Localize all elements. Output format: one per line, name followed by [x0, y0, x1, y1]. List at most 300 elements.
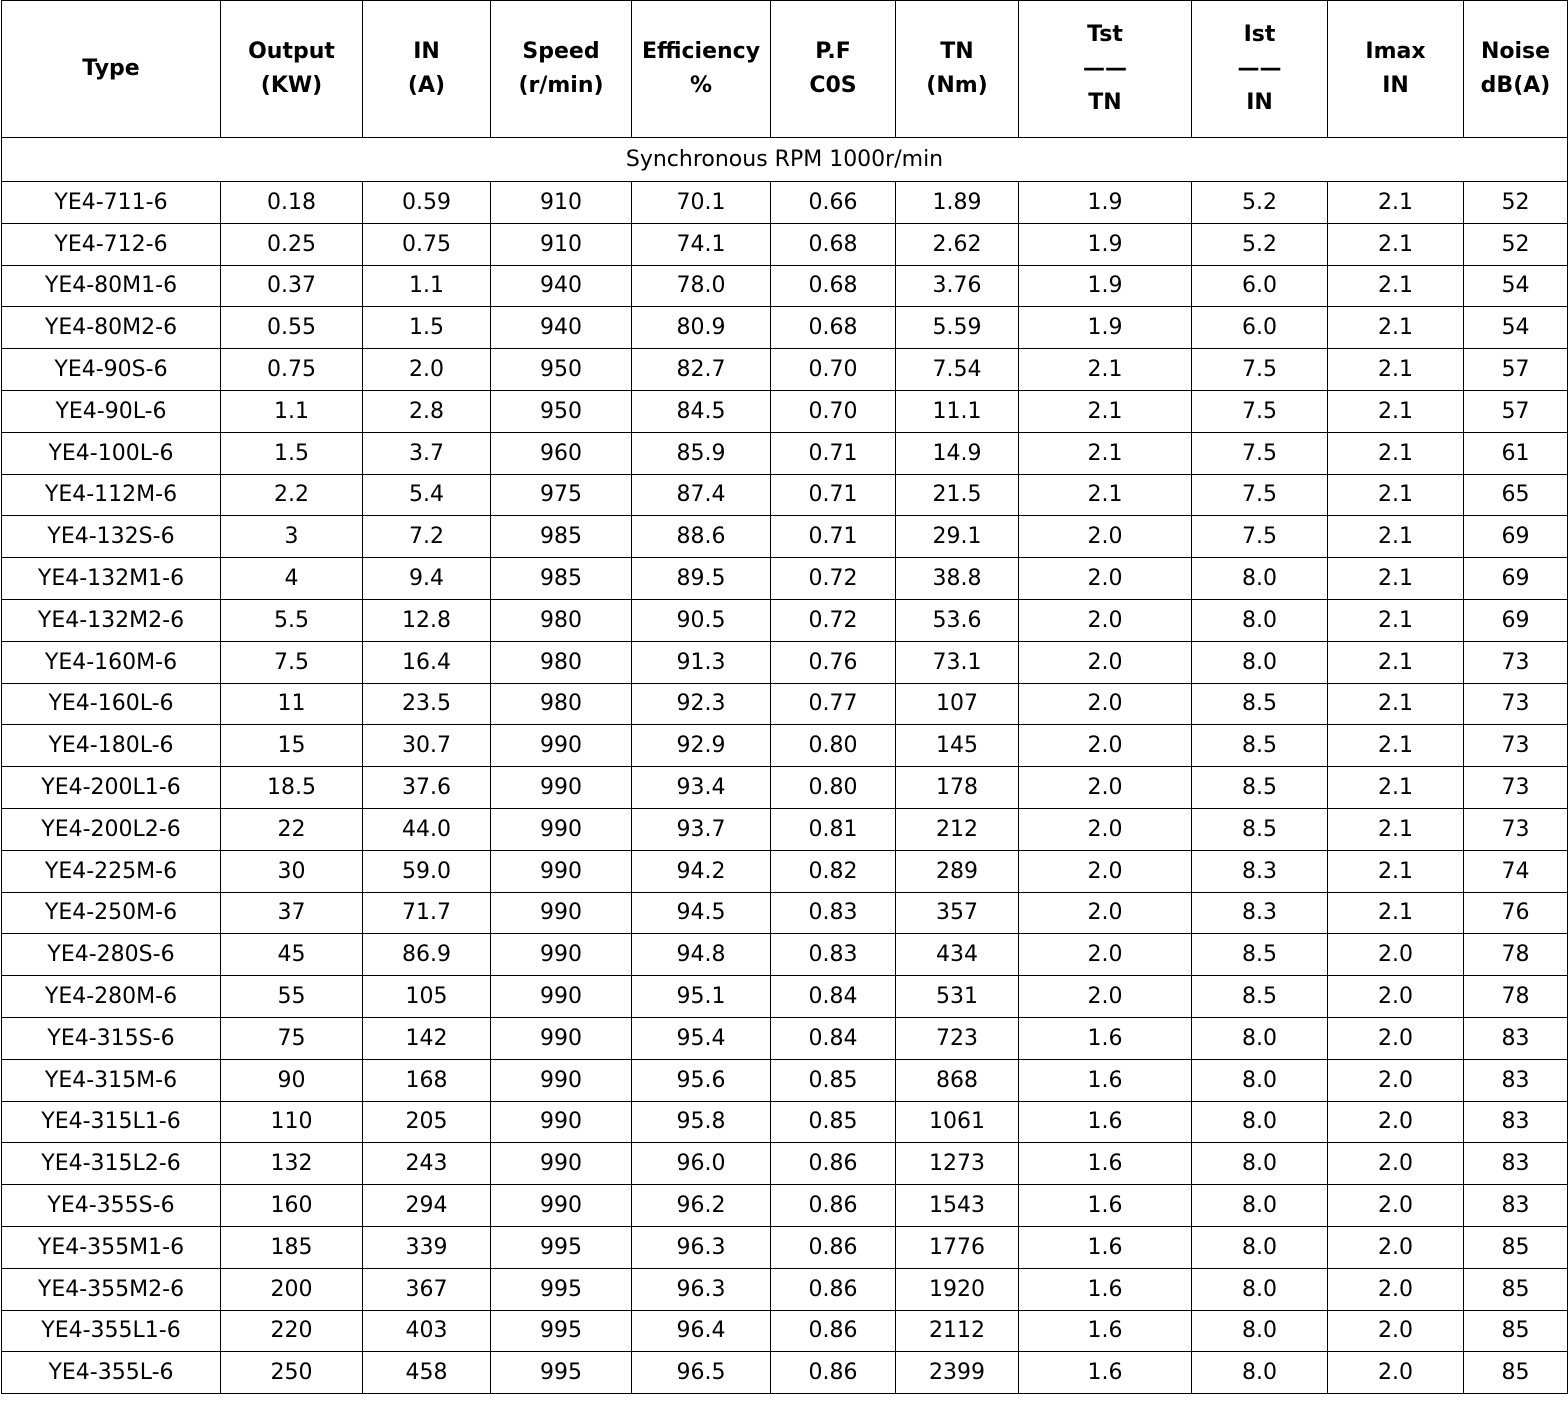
cell-tst-tn: 2.0 [1019, 767, 1192, 809]
cell-ist-in: 8.0 [1192, 1101, 1328, 1143]
cell-noise: 85 [1464, 1268, 1568, 1310]
cell-noise: 57 [1464, 349, 1568, 391]
cell-in: 0.59 [363, 182, 491, 224]
cell-tn: 2399 [896, 1352, 1019, 1394]
table-row [2, 1310, 1568, 1352]
cell-imax-in: 2.0 [1328, 976, 1464, 1018]
cell-imax-in: 2.1 [1328, 432, 1464, 474]
cell-tn: 1776 [896, 1226, 1019, 1268]
cell-pf: 0.86 [771, 1143, 896, 1185]
cell-in: 12.8 [363, 599, 491, 641]
cell-type: YE4-250M-6 [2, 892, 221, 934]
cell-in: 294 [363, 1185, 491, 1227]
cell-ist-in: 7.5 [1192, 349, 1328, 391]
cell-speed: 910 [491, 223, 632, 265]
header-type: Type [2, 1, 221, 138]
cell-pf: 0.71 [771, 432, 896, 474]
cell-tn: 1920 [896, 1268, 1019, 1310]
cell-tst-tn: 2.1 [1019, 432, 1192, 474]
cell-ist-in: 8.0 [1192, 1310, 1328, 1352]
cell-output: 15 [221, 725, 363, 767]
cell-noise: 52 [1464, 223, 1568, 265]
cell-speed: 985 [491, 516, 632, 558]
cell-imax-in: 2.0 [1328, 1310, 1464, 1352]
cell-type: YE4-200L2-6 [2, 808, 221, 850]
cell-ist-in: 6.0 [1192, 265, 1328, 307]
cell-tst-tn: 2.0 [1019, 976, 1192, 1018]
cell-efficiency: 84.5 [632, 390, 771, 432]
cell-efficiency: 89.5 [632, 558, 771, 600]
header-noise: Noise dB(A) [1464, 1, 1568, 138]
cell-type: YE4-355S-6 [2, 1185, 221, 1227]
cell-tn: 3.76 [896, 265, 1019, 307]
cell-tst-tn: 1.6 [1019, 1268, 1192, 1310]
cell-pf: 0.72 [771, 599, 896, 641]
cell-ist-in: 8.0 [1192, 1143, 1328, 1185]
cell-noise: 54 [1464, 265, 1568, 307]
table-row [2, 390, 1568, 432]
cell-tn: 7.54 [896, 349, 1019, 391]
cell-type: YE4-355L-6 [2, 1352, 221, 1394]
cell-in: 3.7 [363, 432, 491, 474]
cell-imax-in: 2.0 [1328, 1017, 1464, 1059]
cell-tst-tn: 2.0 [1019, 725, 1192, 767]
cell-tst-tn: 1.6 [1019, 1226, 1192, 1268]
cell-tst-tn: 1.9 [1019, 265, 1192, 307]
cell-speed: 990 [491, 725, 632, 767]
cell-ist-in: 7.5 [1192, 432, 1328, 474]
cell-type: YE4-90L-6 [2, 390, 221, 432]
cell-efficiency: 91.3 [632, 641, 771, 683]
cell-pf: 0.80 [771, 767, 896, 809]
cell-efficiency: 96.3 [632, 1268, 771, 1310]
cell-speed: 995 [491, 1352, 632, 1394]
cell-noise: 85 [1464, 1352, 1568, 1394]
cell-imax-in: 2.1 [1328, 641, 1464, 683]
cell-imax-in: 2.0 [1328, 1352, 1464, 1394]
cell-output: 18.5 [221, 767, 363, 809]
cell-imax-in: 2.1 [1328, 516, 1464, 558]
cell-type: YE4-225M-6 [2, 850, 221, 892]
cell-tst-tn: 1.6 [1019, 1101, 1192, 1143]
cell-imax-in: 2.1 [1328, 767, 1464, 809]
cell-noise: 78 [1464, 934, 1568, 976]
cell-in: 86.9 [363, 934, 491, 976]
cell-efficiency: 88.6 [632, 516, 771, 558]
cell-output: 22 [221, 808, 363, 850]
cell-pf: 0.68 [771, 223, 896, 265]
cell-in: 339 [363, 1226, 491, 1268]
cell-tn: 29.1 [896, 516, 1019, 558]
cell-speed: 990 [491, 850, 632, 892]
cell-ist-in: 8.5 [1192, 808, 1328, 850]
cell-ist-in: 5.2 [1192, 182, 1328, 224]
cell-speed: 950 [491, 349, 632, 391]
cell-type: YE4-711-6 [2, 182, 221, 224]
cell-in: 9.4 [363, 558, 491, 600]
cell-speed: 960 [491, 432, 632, 474]
cell-type: YE4-712-6 [2, 223, 221, 265]
cell-in: 16.4 [363, 641, 491, 683]
cell-in: 2.8 [363, 390, 491, 432]
cell-efficiency: 82.7 [632, 349, 771, 391]
cell-tn: 2112 [896, 1310, 1019, 1352]
cell-efficiency: 95.6 [632, 1059, 771, 1101]
cell-tst-tn: 2.0 [1019, 683, 1192, 725]
cell-noise: 83 [1464, 1185, 1568, 1227]
cell-speed: 910 [491, 182, 632, 224]
cell-ist-in: 8.3 [1192, 892, 1328, 934]
cell-tn: 2.62 [896, 223, 1019, 265]
cell-output: 7.5 [221, 641, 363, 683]
cell-pf: 0.86 [771, 1185, 896, 1227]
table-row [2, 892, 1568, 934]
cell-pf: 0.86 [771, 1226, 896, 1268]
cell-ist-in: 8.0 [1192, 1352, 1328, 1394]
cell-noise: 74 [1464, 850, 1568, 892]
cell-in: 37.6 [363, 767, 491, 809]
cell-efficiency: 96.0 [632, 1143, 771, 1185]
cell-efficiency: 70.1 [632, 182, 771, 224]
cell-pf: 0.86 [771, 1310, 896, 1352]
table-row [2, 1017, 1568, 1059]
header-ist-in: Ist —— IN [1192, 1, 1328, 138]
cell-pf: 0.76 [771, 641, 896, 683]
cell-ist-in: 8.0 [1192, 1185, 1328, 1227]
cell-pf: 0.86 [771, 1268, 896, 1310]
cell-noise: 52 [1464, 182, 1568, 224]
cell-imax-in: 2.1 [1328, 390, 1464, 432]
cell-type: YE4-180L-6 [2, 725, 221, 767]
cell-type: YE4-80M2-6 [2, 307, 221, 349]
cell-in: 458 [363, 1352, 491, 1394]
cell-tn: 723 [896, 1017, 1019, 1059]
cell-imax-in: 2.0 [1328, 1143, 1464, 1185]
cell-pf: 0.66 [771, 182, 896, 224]
cell-output: 5.5 [221, 599, 363, 641]
cell-in: 44.0 [363, 808, 491, 850]
cell-imax-in: 2.1 [1328, 599, 1464, 641]
cell-tn: 73.1 [896, 641, 1019, 683]
cell-type: YE4-90S-6 [2, 349, 221, 391]
cell-output: 55 [221, 976, 363, 1018]
cell-in: 142 [363, 1017, 491, 1059]
cell-tst-tn: 1.9 [1019, 182, 1192, 224]
cell-output: 90 [221, 1059, 363, 1101]
table-row [2, 1059, 1568, 1101]
cell-speed: 990 [491, 767, 632, 809]
cell-imax-in: 2.1 [1328, 892, 1464, 934]
section-row [2, 138, 1568, 182]
cell-imax-in: 2.1 [1328, 808, 1464, 850]
cell-noise: 76 [1464, 892, 1568, 934]
cell-type: YE4-100L-6 [2, 432, 221, 474]
cell-pf: 0.83 [771, 934, 896, 976]
cell-output: 11 [221, 683, 363, 725]
cell-in: 403 [363, 1310, 491, 1352]
table-row [2, 349, 1568, 391]
table-row [2, 1143, 1568, 1185]
cell-in: 7.2 [363, 516, 491, 558]
table-row [2, 599, 1568, 641]
cell-in: 59.0 [363, 850, 491, 892]
cell-tst-tn: 2.1 [1019, 349, 1192, 391]
header-tst-tn: Tst —— TN [1019, 1, 1192, 138]
cell-speed: 995 [491, 1268, 632, 1310]
cell-output: 0.18 [221, 182, 363, 224]
cell-pf: 0.68 [771, 307, 896, 349]
cell-noise: 73 [1464, 767, 1568, 809]
cell-ist-in: 8.5 [1192, 683, 1328, 725]
cell-output: 0.55 [221, 307, 363, 349]
cell-in: 367 [363, 1268, 491, 1310]
header-tn: TN (Nm) [896, 1, 1019, 138]
cell-tst-tn: 1.9 [1019, 223, 1192, 265]
cell-speed: 940 [491, 265, 632, 307]
table-row [2, 265, 1568, 307]
table-row [2, 641, 1568, 683]
cell-output: 185 [221, 1226, 363, 1268]
cell-ist-in: 8.0 [1192, 1268, 1328, 1310]
cell-imax-in: 2.1 [1328, 474, 1464, 516]
cell-ist-in: 8.0 [1192, 1226, 1328, 1268]
cell-type: YE4-132M1-6 [2, 558, 221, 600]
cell-tst-tn: 1.6 [1019, 1017, 1192, 1059]
cell-tst-tn: 2.0 [1019, 558, 1192, 600]
cell-type: YE4-280M-6 [2, 976, 221, 1018]
cell-imax-in: 2.0 [1328, 1185, 1464, 1227]
cell-noise: 73 [1464, 808, 1568, 850]
cell-tst-tn: 2.0 [1019, 641, 1192, 683]
cell-pf: 0.82 [771, 850, 896, 892]
cell-efficiency: 96.4 [632, 1310, 771, 1352]
cell-output: 220 [221, 1310, 363, 1352]
cell-pf: 0.83 [771, 892, 896, 934]
cell-tst-tn: 1.6 [1019, 1310, 1192, 1352]
cell-type: YE4-80M1-6 [2, 265, 221, 307]
cell-tn: 212 [896, 808, 1019, 850]
cell-type: YE4-315S-6 [2, 1017, 221, 1059]
cell-efficiency: 95.4 [632, 1017, 771, 1059]
table-row [2, 1185, 1568, 1227]
table-row [2, 683, 1568, 725]
cell-noise: 61 [1464, 432, 1568, 474]
cell-ist-in: 8.5 [1192, 934, 1328, 976]
cell-noise: 85 [1464, 1226, 1568, 1268]
cell-speed: 980 [491, 599, 632, 641]
cell-imax-in: 2.1 [1328, 683, 1464, 725]
cell-in: 243 [363, 1143, 491, 1185]
cell-tn: 1061 [896, 1101, 1019, 1143]
cell-pf: 0.72 [771, 558, 896, 600]
cell-noise: 65 [1464, 474, 1568, 516]
cell-noise: 83 [1464, 1017, 1568, 1059]
cell-pf: 0.86 [771, 1352, 896, 1394]
cell-imax-in: 2.1 [1328, 223, 1464, 265]
table-row [2, 725, 1568, 767]
cell-in: 23.5 [363, 683, 491, 725]
cell-speed: 980 [491, 641, 632, 683]
cell-tst-tn: 2.0 [1019, 808, 1192, 850]
cell-imax-in: 2.0 [1328, 1226, 1464, 1268]
cell-noise: 69 [1464, 599, 1568, 641]
cell-imax-in: 2.1 [1328, 558, 1464, 600]
cell-tn: 357 [896, 892, 1019, 934]
cell-speed: 975 [491, 474, 632, 516]
table-row [2, 767, 1568, 809]
cell-tst-tn: 1.6 [1019, 1143, 1192, 1185]
cell-pf: 0.71 [771, 474, 896, 516]
cell-type: YE4-315L1-6 [2, 1101, 221, 1143]
cell-pf: 0.85 [771, 1059, 896, 1101]
cell-efficiency: 93.4 [632, 767, 771, 809]
cell-type: YE4-355M2-6 [2, 1268, 221, 1310]
cell-type: YE4-160M-6 [2, 641, 221, 683]
cell-imax-in: 2.1 [1328, 265, 1464, 307]
cell-speed: 990 [491, 934, 632, 976]
cell-efficiency: 85.9 [632, 432, 771, 474]
cell-tn: 1273 [896, 1143, 1019, 1185]
cell-pf: 0.85 [771, 1101, 896, 1143]
cell-tst-tn: 1.6 [1019, 1059, 1192, 1101]
cell-noise: 73 [1464, 641, 1568, 683]
cell-noise: 69 [1464, 516, 1568, 558]
cell-ist-in: 8.0 [1192, 599, 1328, 641]
cell-output: 3 [221, 516, 363, 558]
cell-output: 132 [221, 1143, 363, 1185]
cell-tst-tn: 1.6 [1019, 1352, 1192, 1394]
cell-tn: 11.1 [896, 390, 1019, 432]
cell-speed: 990 [491, 892, 632, 934]
cell-tst-tn: 2.0 [1019, 850, 1192, 892]
cell-noise: 69 [1464, 558, 1568, 600]
cell-ist-in: 5.2 [1192, 223, 1328, 265]
cell-type: YE4-112M-6 [2, 474, 221, 516]
cell-ist-in: 7.5 [1192, 516, 1328, 558]
table-row [2, 432, 1568, 474]
cell-in: 5.4 [363, 474, 491, 516]
cell-tn: 14.9 [896, 432, 1019, 474]
cell-in: 71.7 [363, 892, 491, 934]
cell-efficiency: 94.5 [632, 892, 771, 934]
cell-tn: 21.5 [896, 474, 1019, 516]
cell-output: 250 [221, 1352, 363, 1394]
cell-ist-in: 8.5 [1192, 725, 1328, 767]
table-row [2, 474, 1568, 516]
cell-output: 0.25 [221, 223, 363, 265]
motor-spec-table [1, 0, 1568, 1394]
cell-ist-in: 8.3 [1192, 850, 1328, 892]
cell-speed: 990 [491, 808, 632, 850]
cell-tn: 53.6 [896, 599, 1019, 641]
cell-tn: 178 [896, 767, 1019, 809]
cell-imax-in: 2.0 [1328, 1059, 1464, 1101]
table-row [2, 808, 1568, 850]
cell-speed: 985 [491, 558, 632, 600]
cell-efficiency: 92.9 [632, 725, 771, 767]
cell-efficiency: 96.3 [632, 1226, 771, 1268]
table-row [2, 1352, 1568, 1394]
table-row [2, 558, 1568, 600]
header-imax-in: Imax IN [1328, 1, 1464, 138]
cell-noise: 83 [1464, 1101, 1568, 1143]
cell-output: 160 [221, 1185, 363, 1227]
table-row [2, 516, 1568, 558]
cell-tn: 868 [896, 1059, 1019, 1101]
cell-type: YE4-355M1-6 [2, 1226, 221, 1268]
cell-pf: 0.71 [771, 516, 896, 558]
table-row [2, 223, 1568, 265]
cell-in: 105 [363, 976, 491, 1018]
cell-imax-in: 2.0 [1328, 934, 1464, 976]
cell-speed: 940 [491, 307, 632, 349]
cell-noise: 73 [1464, 683, 1568, 725]
header-speed: Speed (r/min) [491, 1, 632, 138]
cell-efficiency: 95.8 [632, 1101, 771, 1143]
cell-ist-in: 8.5 [1192, 976, 1328, 1018]
cell-speed: 990 [491, 1017, 632, 1059]
cell-imax-in: 2.0 [1328, 1268, 1464, 1310]
cell-efficiency: 74.1 [632, 223, 771, 265]
cell-tst-tn: 2.0 [1019, 892, 1192, 934]
cell-imax-in: 2.0 [1328, 1101, 1464, 1143]
cell-noise: 54 [1464, 307, 1568, 349]
cell-imax-in: 2.1 [1328, 850, 1464, 892]
cell-output: 30 [221, 850, 363, 892]
cell-output: 110 [221, 1101, 363, 1143]
cell-in: 30.7 [363, 725, 491, 767]
cell-output: 0.75 [221, 349, 363, 391]
cell-pf: 0.77 [771, 683, 896, 725]
cell-noise: 57 [1464, 390, 1568, 432]
cell-in: 205 [363, 1101, 491, 1143]
section-title: Synchronous RPM 1000r/min [2, 138, 1568, 182]
cell-in: 168 [363, 1059, 491, 1101]
cell-type: YE4-160L-6 [2, 683, 221, 725]
cell-tst-tn: 1.6 [1019, 1185, 1192, 1227]
cell-tn: 434 [896, 934, 1019, 976]
cell-type: YE4-200L1-6 [2, 767, 221, 809]
cell-noise: 85 [1464, 1310, 1568, 1352]
cell-output: 1.5 [221, 432, 363, 474]
cell-tst-tn: 2.0 [1019, 599, 1192, 641]
cell-noise: 83 [1464, 1059, 1568, 1101]
table-row [2, 934, 1568, 976]
table-row [2, 1101, 1568, 1143]
cell-efficiency: 93.7 [632, 808, 771, 850]
cell-noise: 73 [1464, 725, 1568, 767]
cell-type: YE4-315L2-6 [2, 1143, 221, 1185]
cell-ist-in: 8.0 [1192, 1059, 1328, 1101]
cell-pf: 0.70 [771, 349, 896, 391]
cell-pf: 0.68 [771, 265, 896, 307]
cell-tst-tn: 2.1 [1019, 474, 1192, 516]
cell-in: 1.5 [363, 307, 491, 349]
table-row [2, 1226, 1568, 1268]
cell-efficiency: 80.9 [632, 307, 771, 349]
cell-ist-in: 7.5 [1192, 390, 1328, 432]
cell-pf: 0.80 [771, 725, 896, 767]
cell-speed: 990 [491, 1101, 632, 1143]
table-row [2, 976, 1568, 1018]
cell-pf: 0.70 [771, 390, 896, 432]
cell-type: YE4-280S-6 [2, 934, 221, 976]
header-row [2, 1, 1568, 138]
cell-ist-in: 8.5 [1192, 767, 1328, 809]
cell-tst-tn: 2.0 [1019, 516, 1192, 558]
cell-in: 1.1 [363, 265, 491, 307]
cell-imax-in: 2.1 [1328, 349, 1464, 391]
